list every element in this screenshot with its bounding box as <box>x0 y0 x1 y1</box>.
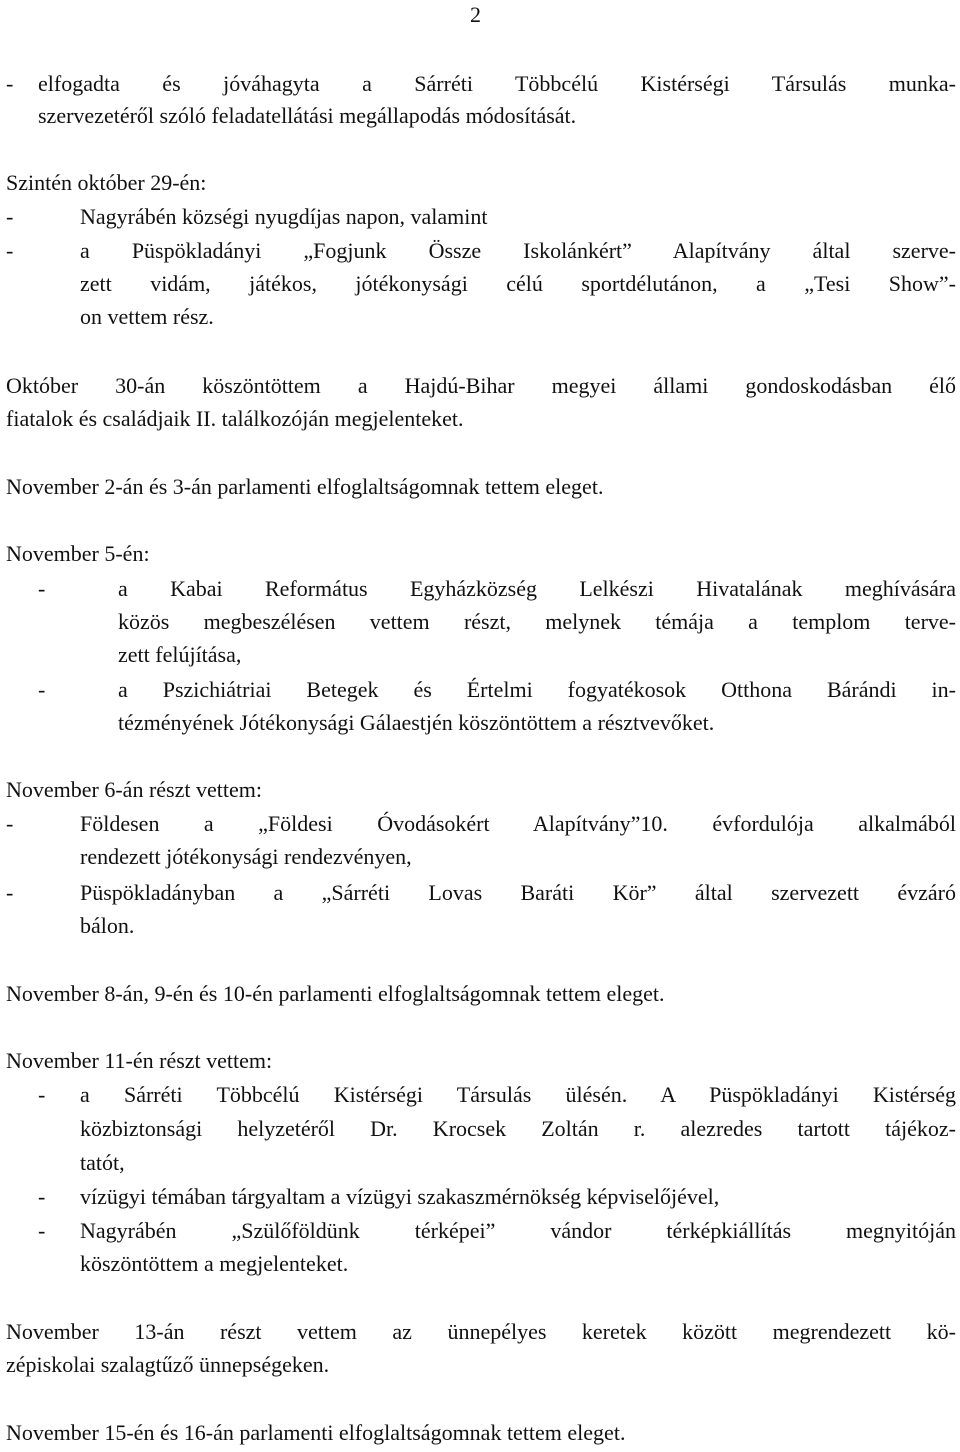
paragraph-line: November 15-én és 16-án parlamenti elfoglaltságomnak tettem eleget. <box>6 1420 626 1445</box>
list-item: Nagyrábén községi nyugdíjas napon, valamint <box>80 204 488 229</box>
section-heading: Szintén október 29-én: <box>6 170 207 195</box>
list-dash: - <box>38 576 46 601</box>
list-item: vízügyi témában tárgyaltam a vízügyi szakaszmérnökség képviselőjével, <box>80 1184 720 1209</box>
list-dash: - <box>38 677 46 702</box>
list-item: zett vidám, játékos, jótékonysági célú sportdélutánon, a „Tesi Show”- <box>80 271 956 296</box>
list-item: on vettem rész. <box>80 304 214 329</box>
list-dash: - <box>6 71 14 96</box>
list-item: a Sárréti Többcélú Kistérségi Társulás ülésén. A Püspökladányi Kistérség <box>80 1082 956 1107</box>
list-dash: - <box>38 1218 46 1243</box>
list-item: közös megbeszélésen vettem részt, melynek témája a templom terve- <box>118 609 956 634</box>
list-dash: - <box>6 238 14 263</box>
paragraph-line: zépiskolai szalagtűző ünnepségeken. <box>6 1352 330 1377</box>
list-item: Püspökladányban a „Sárréti Lovas Baráti Kör” által szervezett évzáró <box>80 880 956 905</box>
paragraph-line: November 8-án, 9-én és 10-én parlamenti elfoglaltságomnak tettem eleget. <box>6 981 665 1006</box>
list-item: tézményének Jótékonysági Gálaestjén köszöntöttem a résztvevőket. <box>118 710 715 735</box>
section-heading: November 11-én részt vettem: <box>6 1048 273 1073</box>
paragraph-line: elfogadta és jóváhagyta a Sárréti Többcélú Kistérségi Társulás munka- <box>38 71 956 96</box>
paragraph-line: fiatalok és családjaik II. találkozóján megjelenteket. <box>6 406 464 431</box>
list-dash: - <box>6 811 14 836</box>
section-heading: November 5-én: <box>6 541 150 566</box>
list-item: közbiztonsági helyzetéről Dr. Krocsek Zoltán r. alezredes tartott tájékoz- <box>80 1116 956 1141</box>
list-dash: - <box>6 880 14 905</box>
paragraph-line: November 2-án és 3-án parlamenti elfoglaltságomnak tettem eleget. <box>6 474 604 499</box>
list-item: a Pszichiátriai Betegek és Értelmi fogyatékosok Otthona Bárándi in- <box>118 677 956 702</box>
list-item: a Kabai Református Egyházközség Lelkészi Hivatalának meghívására <box>118 576 956 601</box>
paragraph-line: Október 30-án köszöntöttem a Hajdú-Bihar megyei állami gondoskodásban élő <box>6 373 956 398</box>
list-item: zett felújítása, <box>118 642 242 667</box>
list-dash: - <box>6 204 14 229</box>
list-item: Földesen a „Földesi Óvodásokért Alapítvány”10. évfordulója alkalmából <box>80 811 956 836</box>
list-dash: - <box>38 1184 46 1209</box>
page-number: 2 <box>470 2 481 27</box>
list-item: tatót, <box>80 1150 125 1175</box>
paragraph-line: szervezetéről szóló feladatellátási megállapodás módosítását. <box>38 103 577 128</box>
section-heading: November 6-án részt vettem: <box>6 777 262 802</box>
list-item: Nagyrábén „Szülőföldünk térképei” vándor térképkiállítás megnyitóján <box>80 1218 956 1243</box>
list-item: köszöntöttem a megjelenteket. <box>80 1251 349 1276</box>
list-item: rendezett jótékonysági rendezvényen, <box>80 844 412 869</box>
list-item: bálon. <box>80 913 135 938</box>
list-item: a Püspökladányi „Fogjunk Össze Iskolánkért” Alapítvány által szerve- <box>80 238 956 263</box>
list-dash: - <box>38 1082 46 1107</box>
paragraph-line: November 13-án részt vettem az ünnepélyes keretek között megrendezett kö- <box>6 1319 956 1344</box>
